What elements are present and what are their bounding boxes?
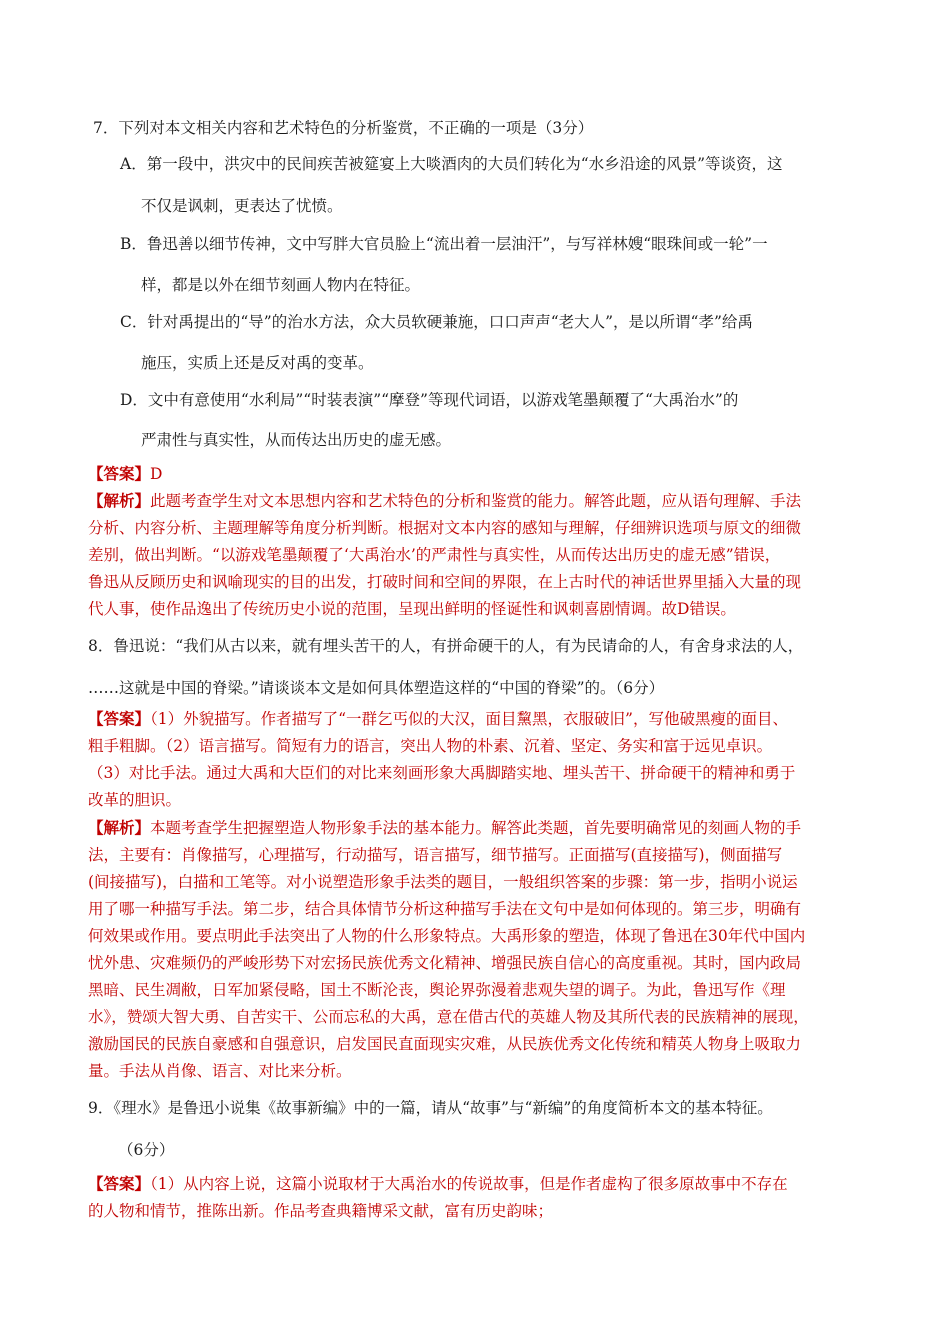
q7-option-c-line1: C．针对禹提出的“导”的治水方法，众大员软硬兼施，口口声声“老大人”，是以所谓“孝”给禹 [120, 313, 753, 331]
q8-answer-line2: 粗手粗脚。（2）语言描写。简短有力的语言，突出人物的朴素、沉着、坚定、务实和富于远见卓识。 [88, 737, 773, 755]
q7-option-b-line1: B．鲁迅善以细节传神，文中写胖大官员脸上“流出着一层油汗”，与写祥林嫂“眼珠间或一轮”一 [120, 235, 768, 253]
q8-stem-line2: ……这就是中国的脊梁。”请谈谈本文是如何具体塑造这样的“中国的脊梁”的。（6分） [88, 679, 665, 697]
q8-answer-line1 [88, 709, 788, 729]
q9-stem-line2: （6分） [118, 1141, 175, 1159]
answer-tag: 【答案】 [88, 464, 151, 483]
answer-tag: 【答案】 [88, 709, 151, 728]
q7-analysis-line3: 差别，做出判断。“以游戏笔墨颠覆了‘大禹治水’的严肃性与真实性，从而传达出历史的虚无感”错误， [88, 546, 781, 564]
q8-analysis-line8: 水》，赞颂大智大勇、自苦实干、公而忘私的大禹，意在借古代的英雄人物及其所代表的民族精神的展现， [88, 1008, 809, 1026]
q7-answer [88, 464, 162, 484]
q7-analysis-line4: 鲁迅从反顾历史和讽喻现实的目的出发，打破时间和空间的界限，在上古时代的神话世界里插入大量的现 [88, 573, 802, 591]
answer-tag: 【答案】 [88, 1174, 151, 1193]
q7-analysis-line5: 代人事，使作品逸出了传统历史小说的范围，呈现出鲜明的怪诞性和讽刺喜剧情调。故D错误。 [88, 600, 736, 618]
q7-answer-value: D [150, 465, 163, 483]
q8-answer-line3: （3）对比手法。通过大禹和大臣们的对比来刻画形象大禹脚踏实地、埋头苦干、拼命硬干的精神和勇于 [88, 764, 796, 782]
q7-option-a-line1: A．第一段中，洪灾中的民间疾苦被筵宴上大啖酒肉的大员们转化为“水乡沿途的风景”等谈资，这 [120, 155, 783, 173]
q8-analysis-line9: 激励国民的民族自豪感和自强意识，启发国民直面现实灾难，从民族优秀文化传统和精英人物身上吸取力 [88, 1035, 802, 1053]
q7-option-b-line2: 样，都是以外在细节刻画人物内在特征。 [141, 276, 421, 294]
q7-option-c-line2: 施压，实质上还是反对禹的变革。 [141, 354, 374, 372]
q7-analysis-text: 此题考查学生对文本思想内容和艺术特色的分析和鉴赏的能力。解答此题，应从语句理解、手法 [150, 492, 802, 510]
q8-stem-line1: 8．鲁迅说：“我们从古以来，就有埋头苦干的人，有拼命硬干的人，有为民请命的人，有舍身求法的人， [88, 637, 804, 655]
q9-stem-line1: 9．《理水》是鲁迅小说集《故事新编》中的一篇，请从“故事”与“新编”的角度简析本文的基本特征。 [88, 1099, 773, 1117]
q9-answer-text: （1）从内容上说，这篇小说取材于大禹治水的传说故事，但是作者虚构了很多原故事中不存在 [150, 1175, 788, 1193]
analysis-tag: 【解析】 [88, 818, 151, 837]
q8-analysis-line1 [88, 818, 801, 838]
q7-option-a-line2: 不仅是讽刺，更表达了忧愤。 [141, 197, 343, 215]
q8-answer-text: （1）外貌描写。作者描写了“一群乞丐似的大汉，面目黧黑，衣服破旧”，写他破黑瘦的面目、 [150, 710, 788, 728]
q7-option-d-line2: 严肃性与真实性，从而传达出历史的虚无感。 [141, 431, 452, 449]
q8-analysis-line4: 用了哪一种描写手法。第二步，结合具体情节分析这种描写手法在文句中是如何体现的。第三步，明确有 [88, 900, 802, 918]
q7-stem: 7．下列对本文相关内容和艺术特色的分析鉴赏，不正确的一项是（3分） [93, 119, 594, 137]
q8-analysis-line3: (间接描写)，白描和工笔等。对小说塑造形象手法类的题目，一般组织答案的步骤：第一步，指明小说运 [88, 873, 798, 891]
q8-analysis-line7: 黑暗、民生凋敝，日军加紧侵略，国土不断沦丧，舆论界弥漫着悲观失望的调子。为此，鲁迅写作《理 [88, 981, 786, 999]
q7-analysis-line1 [88, 491, 801, 511]
q7-option-d-line1: D．文中有意使用“水利局”“时装表演”“摩登”等现代词语，以游戏笔墨颠覆了“大禹治水”的 [120, 391, 739, 409]
analysis-tag: 【解析】 [88, 491, 151, 510]
q8-analysis-line10: 量。手法从肖像、语言、对比来分析。 [88, 1062, 352, 1080]
q8-analysis-line6: 忧外患、灾难频仍的严峻形势下对宏扬民族优秀文化精神、增强民族自信心的高度重视。其时，国内政局 [88, 954, 802, 972]
q9-answer-line2: 的人物和情节，推陈出新。作品考查典籍博采文献，富有历史韵味； [88, 1202, 554, 1220]
q8-analysis-line5: 何效果或作用。要点明此手法突出了人物的什么形象特点。大禹形象的塑造，体现了鲁迅在30年代中国内 [88, 927, 806, 945]
q7-analysis-line2: 分析、内容分析、主题理解等角度分析判断。根据对文本内容的感知与理解，仔细辨识选项与原文的细微 [88, 519, 802, 537]
q8-answer-line4: 改革的胆识。 [88, 791, 182, 809]
q9-answer-line1 [88, 1174, 788, 1194]
q8-analysis-text: 本题考查学生把握塑造人物形象手法的基本能力。解答此类题，首先要明确常见的刻画人物的手 [150, 819, 802, 837]
q8-analysis-line2: 法，主要有：肖像描写，心理描写，行动描写，语言描写，细节描写。正面描写(直接描写)，侧面描写 [88, 846, 783, 864]
